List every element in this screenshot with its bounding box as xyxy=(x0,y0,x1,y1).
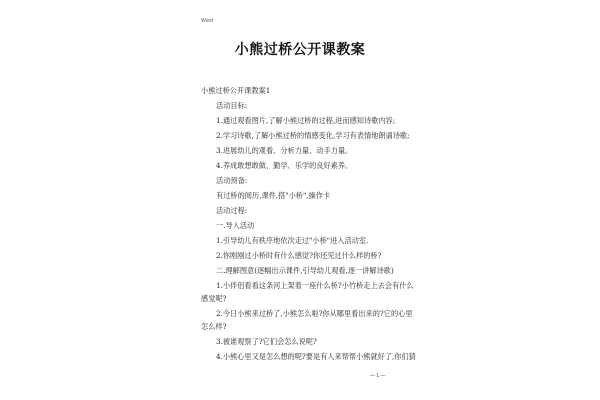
question-2-line-1: 2.今日小熊来过桥了,小熊怎么啦?你从哪里看出来的?它的心里 xyxy=(216,309,413,318)
question-4: 4.小熊心里又是怎么想的呢?要是有人来帮帮小熊就好了,你们猜 xyxy=(216,352,416,361)
goal-item-1: 1.通过观看图片,了解小熊过桥的过程,进而感知诗歌内容; xyxy=(216,116,396,125)
prep-heading: 活动预备: xyxy=(216,176,248,185)
question-1-line-2: 感觉呢? xyxy=(201,294,227,303)
app-label: Word xyxy=(201,18,213,24)
prep-text: 有过桥的阅历,课件,搭"小桥",操作卡 xyxy=(216,191,331,200)
question-1-line-1: 1.小伴侣看看这条河上架着一座什么桥?小竹桥走上去会有什么 xyxy=(216,281,414,290)
document-subtitle: 小熊过桥公开课教案1 xyxy=(201,86,271,95)
process-heading: 活动过程: xyxy=(216,206,248,215)
section2-heading: 二.理解图意(逐幅出示课件,引导幼儿观看,逐一讲解诗歌) xyxy=(216,266,394,275)
section1-heading: 一.导入活动 xyxy=(216,221,255,230)
goal-item-3: 3.进展幼儿的观看、分析力量、动手力量。 xyxy=(216,146,353,155)
question-2-line-2: 怎么样? xyxy=(201,322,227,331)
goal-item-4: 4.养成敢想敢做、勤学、乐学的良好素养。 xyxy=(216,161,353,170)
document-title: 小熊过桥公开课教案 xyxy=(234,42,366,58)
goals-heading: 活动目标: xyxy=(216,101,248,110)
section1-item-1: 1.引导幼儿有秩序地依次走过"小桥"进入活动室. xyxy=(216,236,369,245)
question-3: 3.被谁观察了?它们会怎么说呢? xyxy=(216,337,317,346)
page-number: — 1 — xyxy=(370,373,386,379)
section1-item-2: 2.你刚刚过小桥时有什么感觉?你还见过什么样的桥? xyxy=(216,251,382,260)
goal-item-2: 2.学习诗歌,了解小熊过桥的情感变化,学习有表情地朗诵诗歌; xyxy=(216,131,410,140)
